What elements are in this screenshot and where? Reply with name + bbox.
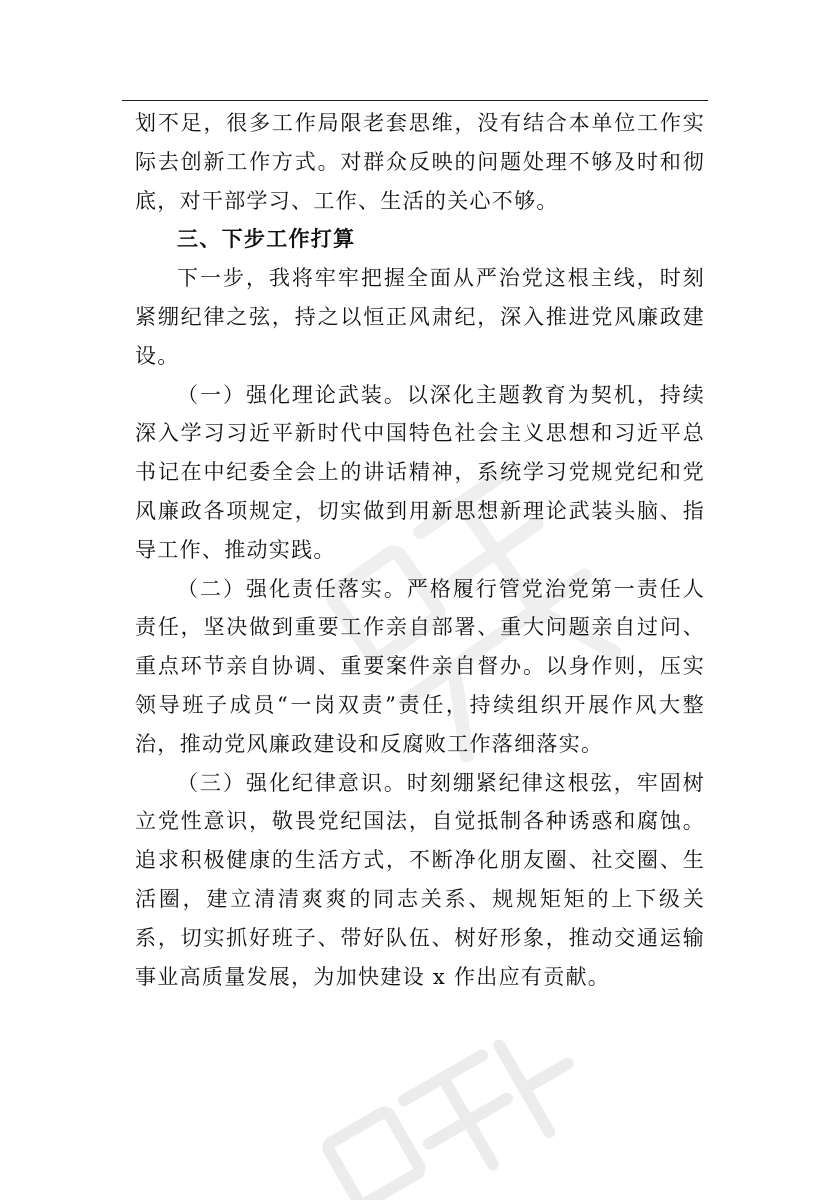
watermark-logo-bottom bbox=[300, 1040, 600, 1200]
paragraph-intro: 下一步，我将牢牢把握全面从严治党这根主线，时刻紧绷纪律之弦，持之以恒正风肃纪，深入推进党风廉政建设。 bbox=[135, 266, 705, 368]
section-heading: 三、下步工作打算 bbox=[177, 227, 356, 252]
paragraph-item-1: （一）强化理论武装。以深化主题教育为契机，持续深入学习习近平新时代中国特色社会主义思想和习近平总书记在中纪委全会上的讲话精神，系统学习党规党纪和党风廉政各项规定，切实做到用新思想新理论武装头脑、指导工作、推动实践。 bbox=[135, 382, 705, 562]
header-rule bbox=[122, 100, 708, 101]
paragraph-continuation: 划不足，很多工作局限老套思维，没有结合本单位工作实际去创新工作方式。对群众反映的问题处理不够及时和彻底，对干部学习、工作、生活的关心不够。 bbox=[135, 111, 705, 213]
document-body bbox=[135, 104, 705, 996]
paragraph-item-3: （三）强化纪律意识。时刻绷紧纪律这根弦，牢固树立党性意识，敬畏党纪国法，自觉抵制各种诱惑和腐蚀。追求积极健康的生活方式，不断净化朋友圈、社交圈、生活圈，建立清清爽爽的同志关系、规规矩矩的上下级关系，切实抓好班子、带好队伍、树好形象，推动交通运输事业高质量发展，为加快建设 x 作出应有贡献。 bbox=[135, 770, 705, 989]
paragraph-item-2: （二）强化责任落实。严格履行管党治党第一责任人责任，坚决做到重要工作亲自部署、重大问题亲自过问、重点环节亲自协调、重要案件亲自督办。以身作则，压实领导班子成员“一岗双责”责任，持续组织开展作风大整治，推动党风廉政建设和反腐败工作落细落实。 bbox=[135, 576, 705, 756]
